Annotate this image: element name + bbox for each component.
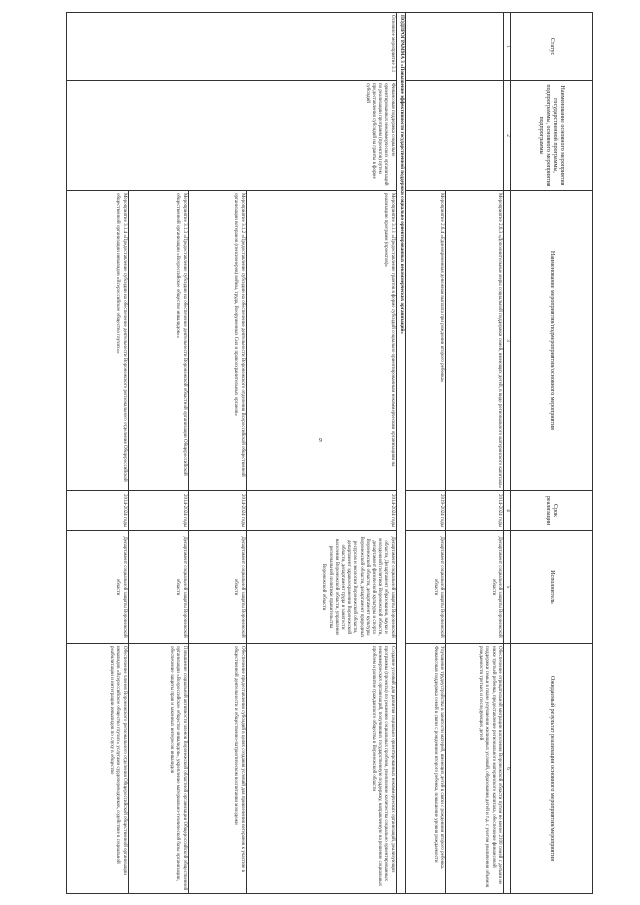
result-cell: Обеспечение предоставления субсидий в целях создания условий для привлечения ветеранов к участию в общественной деятельности и общественно-патриотическом воспитании молодежи [188, 644, 246, 894]
name-cell [405, 81, 503, 191]
executor-cell: Департамент социальной защиты Воронежской области [405, 531, 445, 644]
rotated-table-sheet [47, 12, 593, 893]
header-status: Статус [511, 13, 593, 81]
col-number: 5 [503, 531, 510, 644]
term-cell: 2014-2024 годы [246, 491, 396, 531]
event-cell: Мероприятие 2.6.3 «Дополнительные меры социальной поддержки семей, имеющих детей, в виде регионального материнского капитала» [445, 191, 503, 491]
col-number: 6 [503, 644, 510, 894]
status-cell: Основное мероприятие 3.1 [66, 13, 396, 81]
event-cell: Мероприятие 3.1.2 «Предоставление субсидии на обеспечение деятельности Воронежского отделения Всероссийской общественной организации ветеранов (пенсионеров) войны, труда, Вооруженных Сил и правоохранительных органов» [188, 191, 246, 491]
page-number: 9 [319, 438, 322, 444]
executor-cell: Департамент социальной защиты Воронежской области [66, 531, 128, 644]
term-cell: 2014-2024 годы [128, 491, 188, 531]
result-cell: Обеспечение членов Воронежского регионального отделения Общероссийской общественной организации инвалидов «Всероссийское общество глухих» услугами сурдопереводчиков, содействие в социальной реабилитации и интеграции инвалидов по слуху в общество [66, 644, 128, 894]
term-cell: 2019-2024 годы [405, 491, 445, 531]
executor-cell: Департамент социальной защиты Воронежской области [188, 531, 246, 644]
col-number: 4 [503, 491, 510, 531]
program-table [66, 12, 593, 894]
executor-cell: Департамент социальной защиты Воронежской области [445, 531, 503, 644]
name-cell: Финансовая поддержка социально ориентированных некоммерческих организаций по реализации программ (проектов) путем предоставления субсидий на гранты в форме субсидий [66, 81, 396, 191]
column-number-row [503, 13, 510, 894]
header-term: Срок реализации [511, 491, 593, 531]
header-row [511, 13, 593, 894]
subprogram-row [396, 13, 405, 894]
event-cell: Мероприятие 3.1.4 «Предоставление субсидии на обеспечение деятельности Воронежского регионального отделения Общероссийской общественной организации инвалидов «Всероссийское общество глухих»» [66, 191, 128, 491]
subprogram-title: ПОДПРОГРАММА 3 «Повышение эффективности государственной поддержки социально ориентированных некоммерческих организаций» [396, 13, 405, 894]
col-number: 2 [503, 81, 510, 191]
header-executor: Исполнитель [511, 531, 593, 644]
result-cell: Создание условий для развития социально ориентированных некоммерческих организаций, реализующих программы (проекты) по решению социальных проблем, увеличение количества социально ориентированных некоммерческих организаций, получивших государственную поддержку, направленную на решение социальных проблем и развитие гражданского общества в Воронежской области [246, 644, 396, 894]
table-row [445, 13, 503, 894]
header-name: Наименование основного мероприятия государственной программы, подпрограммы, основного мероприятия подпрограммы [511, 81, 593, 191]
event-cell: Мероприятие 3.1.3 «Предоставление субсидии на обеспечение деятельности Воронежской областной организации Общероссийской общественной организации «Всероссийское общество инвалидов»» [128, 191, 188, 491]
event-cell: Мероприятие 2.6.4 «Единовременная денежная выплата при рождении второго ребенка» [405, 191, 445, 491]
table-row [246, 13, 396, 894]
header-result: Ожидаемый результат реализации основного мероприятия/мероприятия [511, 644, 593, 894]
col-number: 3 [503, 191, 510, 491]
col-number: 1 [503, 13, 510, 81]
term-cell: 2014-2024 годы [445, 491, 503, 531]
executor-cell: Департамент социальной защиты Воронежской области [128, 531, 188, 644]
status-cell [405, 13, 503, 81]
term-cell: 2014-2024 годы [66, 491, 128, 531]
executor-cell: Департамент социальной защиты Воронежской области, Департамент образования, науки и молодежной политики Воронежской области, департамент физической культуры и спорта Воронежской области, департамент культуры Воронежской области, департамент природных ресурсов и экологии Воронежской области, департамент здравоохранения Воронежской области, департамент труда и занятости населения Воронежской области, управление региональной политики правительства Воронежской области [246, 531, 396, 644]
term-cell: 2014-2024 годы [188, 491, 246, 531]
header-event: Наименование мероприятия/подмероприятия/основного мероприятия [511, 191, 593, 491]
result-cell: Обеспечение отрицательной миграции населения Воронежской области путем не менее 2100 семей с детьми не ниже третьей ребенка, предоставление регионального материнского капитала, обеспечение финансовой поддержки семьи в плане улучшения жилищных условий, образования детей и т.д. с учетом увеличения объемов рождаемости третьих и последующих детей [445, 644, 503, 894]
event-cell: Мероприятие 3.1.1 «Предоставление грантов в форме субсидий социально ориентированным некоммерческим организациям на реализацию программ (проектов)» [246, 191, 396, 491]
result-cell: Повышение социальной активности членов Воронежской областной организации Общероссийской общественной организации «Всероссийское общество инвалидов», укрепление материально-технической базы организации, обеспечение защиты прав и законных интересов инвалидов [128, 644, 188, 894]
result-cell: Улучшение трудоустройства и занятости матерей, имеющих детей в связи с рождением второго ребенка. Финансовая поддержка семей в связи с рождением второго ребенка, повышение уровня рождаемости [405, 644, 445, 894]
